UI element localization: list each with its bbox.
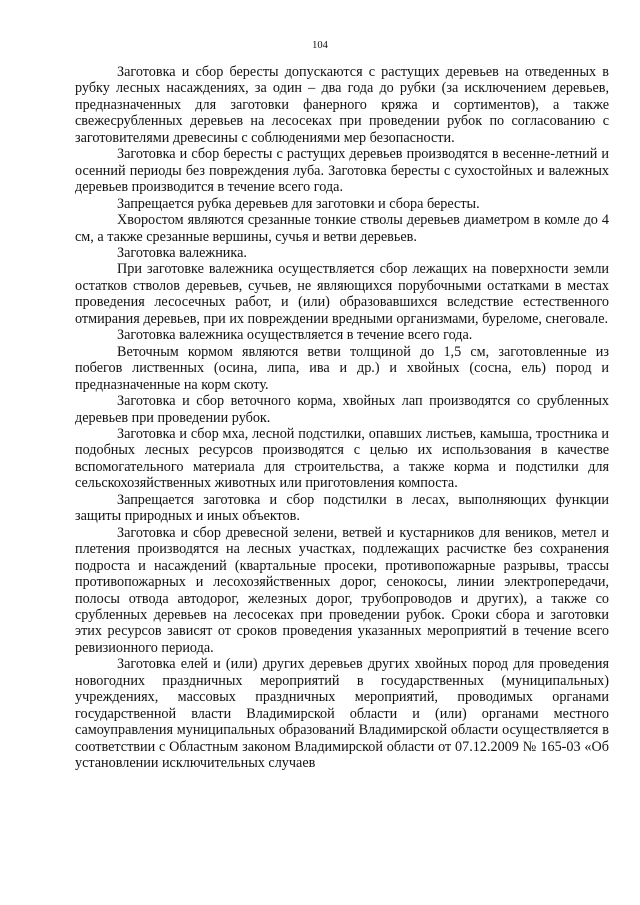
paragraph-greenery-harvesting: Заготовка и сбор древесной зелени, ветвей и кустарников для веников, метел и плетения производятся на лесных участках, подлежащих расчистке без сохранения подроста и насаждений (квартальные просеки, противопожарные разрывы, трассы противопожарных и лесохозяйственных дорог, сенокосы, линии электропередачи, полосы отвода автодорог, железных дорог, трубопроводов и других), а также со срубленных деревьев на лесосеках при проведении рубок. Сроки сбора и заготовки этих ресурсов зависят от сроков проведения указанных мероприятий в течение всего ревизионного периода. xyxy=(75,524,609,656)
paragraph-birch-bark-harvesting: Заготовка и сбор бересты допускаются с растущих деревьев на отведенных в рубку лесных насаждениях, за один – два года до рубки (за исключением деревьев, предназначенных для заготовки фанерного кряжа и сортиментов), а также свежесрубленных деревьев на лесосеках при проведении рубок по согласованию с заготовителями древесины с соблюдениями мер безопасности. xyxy=(75,64,609,146)
paragraph-deadwood-heading: Заготовка валежника. xyxy=(117,244,247,261)
paragraph-birch-bark-periods: Заготовка и сбор бересты с растущих деревьев производятся в весенне-летний и осенний периоды без повреждения луба. Заготовка бересты с сухостойных и валежных деревьев производится в течение всего года. xyxy=(75,146,609,196)
paragraph-brushwood-definition: Хворостом являются срезанные тонкие стволы деревьев диаметром в комле до 4 см, а также срезанные вершины, сучья и ветви деревьев. xyxy=(75,212,609,245)
paragraph-moss-litter-harvesting: Заготовка и сбор мха, лесной подстилки, опавших листьев, камыша, тростника и подобных лесных ресурсов производятся с целью их использования в качестве вспомогательного материала для строительства, а также корма и подстилки для сельскохозяйственных животных или приготовления компоста. xyxy=(75,425,609,492)
paragraph-felling-prohibition: Запрещается рубка деревьев для заготовки и сбора бересты. xyxy=(117,195,480,212)
paragraph-deadwood-period: Заготовка валежника осуществляется в течение всего года. xyxy=(117,327,473,344)
page-number: 104 xyxy=(312,40,328,51)
paragraph-litter-prohibition: Запрещается заготовка и сбор подстилки в лесах, выполняющих функции защиты природных и иных объектов. xyxy=(75,491,609,525)
paragraph-branch-fodder-harvesting: Заготовка и сбор веточного корма, хвойных лап производятся со срубленных деревьев при проведении рубок. xyxy=(75,393,609,426)
paragraph-branch-fodder-definition: Веточным кормом являются ветви толщиной до 1,5 см, заготовленные из побегов лиственных (осина, липа, ива и др.) и хвойных (сосна, ель) пород и предназначенные на корм скоту. xyxy=(75,343,609,393)
paragraph-new-year-trees: Заготовка елей и (или) других деревьев других хвойных пород для проведения новогодних праздничных мероприятий в государственных (муниципальных) учреждениях, массовых праздничных мероприятий, проводимых органами государственной власти Владимирской области и (или) органами местного самоуправления муниципальных образований Владимирской области осуществляется в соответствии с Областным законом Владимирской области от 07.12.2009 № 165-03 «Об установлении исключительных случаев xyxy=(75,656,609,772)
paragraph-deadwood-collection: При заготовке валежника осуществляется сбор лежащих на поверхности земли остатков стволов деревьев, сучьев, не являющихся порубочными остатками в местах проведения лесосечных работ, и (или) образовавшихся вследствие естественного отмирания деревьев, при их повреждении вредными организмами, буреломе, снеговале. xyxy=(75,261,609,327)
document-body xyxy=(75,64,609,771)
